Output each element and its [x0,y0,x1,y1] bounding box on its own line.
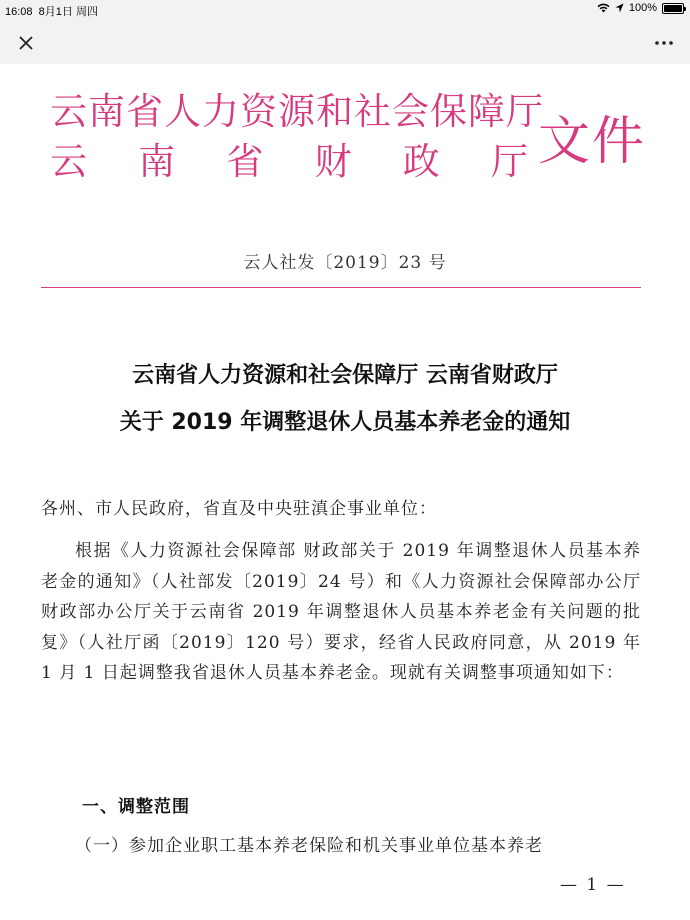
document-title-line-2: 关于 2019 年调整退休人员基本养老金的通知 [119,410,571,435]
wifi-icon [597,3,610,13]
page-number: — 1 — [560,875,626,895]
document-type-label: 文件 [538,112,647,172]
agency-2-char: 政 [402,140,440,183]
agency-2-char: 厅 [490,140,528,183]
document-number: 云人社发〔2019〕23 号 [243,253,447,273]
recipients-line: 各州、市人民政府，省直及中央驻滇企事业单位： [41,499,437,519]
body-paragraph: 根据《人力资源社会保障部 财政部关于 2019 年调整退休人员基本养老金的通知》（人社部发〔2019〕24 号）和《人力资源社会保障部办公厅 财政部办公厅关于云南省 2019 年调整退休人员基本养老金有关问题的批复》（人社厅函〔2019〕120 号）要求，经省人民政府同意，从 2019 年 1 月 1 日起调整我省退休人员基本养老金。现就有关调整事项通知如下： [41,541,641,684]
agency-2-char: 南 [138,140,176,183]
battery-icon [662,3,684,14]
location-arrow-icon [615,3,624,13]
subsection-paragraph: （一）参加企业职工基本养老保险和机关事业单位基本养老 [75,836,543,856]
status-bar [0,0,690,20]
agency-2-char: 省 [226,140,264,183]
close-button[interactable] [14,31,38,55]
document-title-line-1: 云南省人力资源和社会保障厅 云南省财政厅 [132,363,558,388]
time-text: 16:08 [5,6,33,18]
document-red-header [50,86,650,186]
battery-percent: 100% [628,2,657,14]
date-text: 8月1日 周四 [38,6,98,18]
more-button[interactable] [652,31,676,55]
section-heading: 一、调整范围 [82,797,190,817]
red-divider-line [41,287,641,288]
status-indicators [597,2,684,14]
issuing-agency-2 [50,142,528,182]
nav-bar [0,20,690,64]
close-icon [14,31,38,55]
agency-2-char: 财 [314,140,352,183]
issuing-agency-1: 云南省人力资源和社会保障厅 [50,90,544,133]
status-time [5,3,98,19]
more-icon [652,31,676,55]
agency-2-char: 云 [50,140,87,183]
